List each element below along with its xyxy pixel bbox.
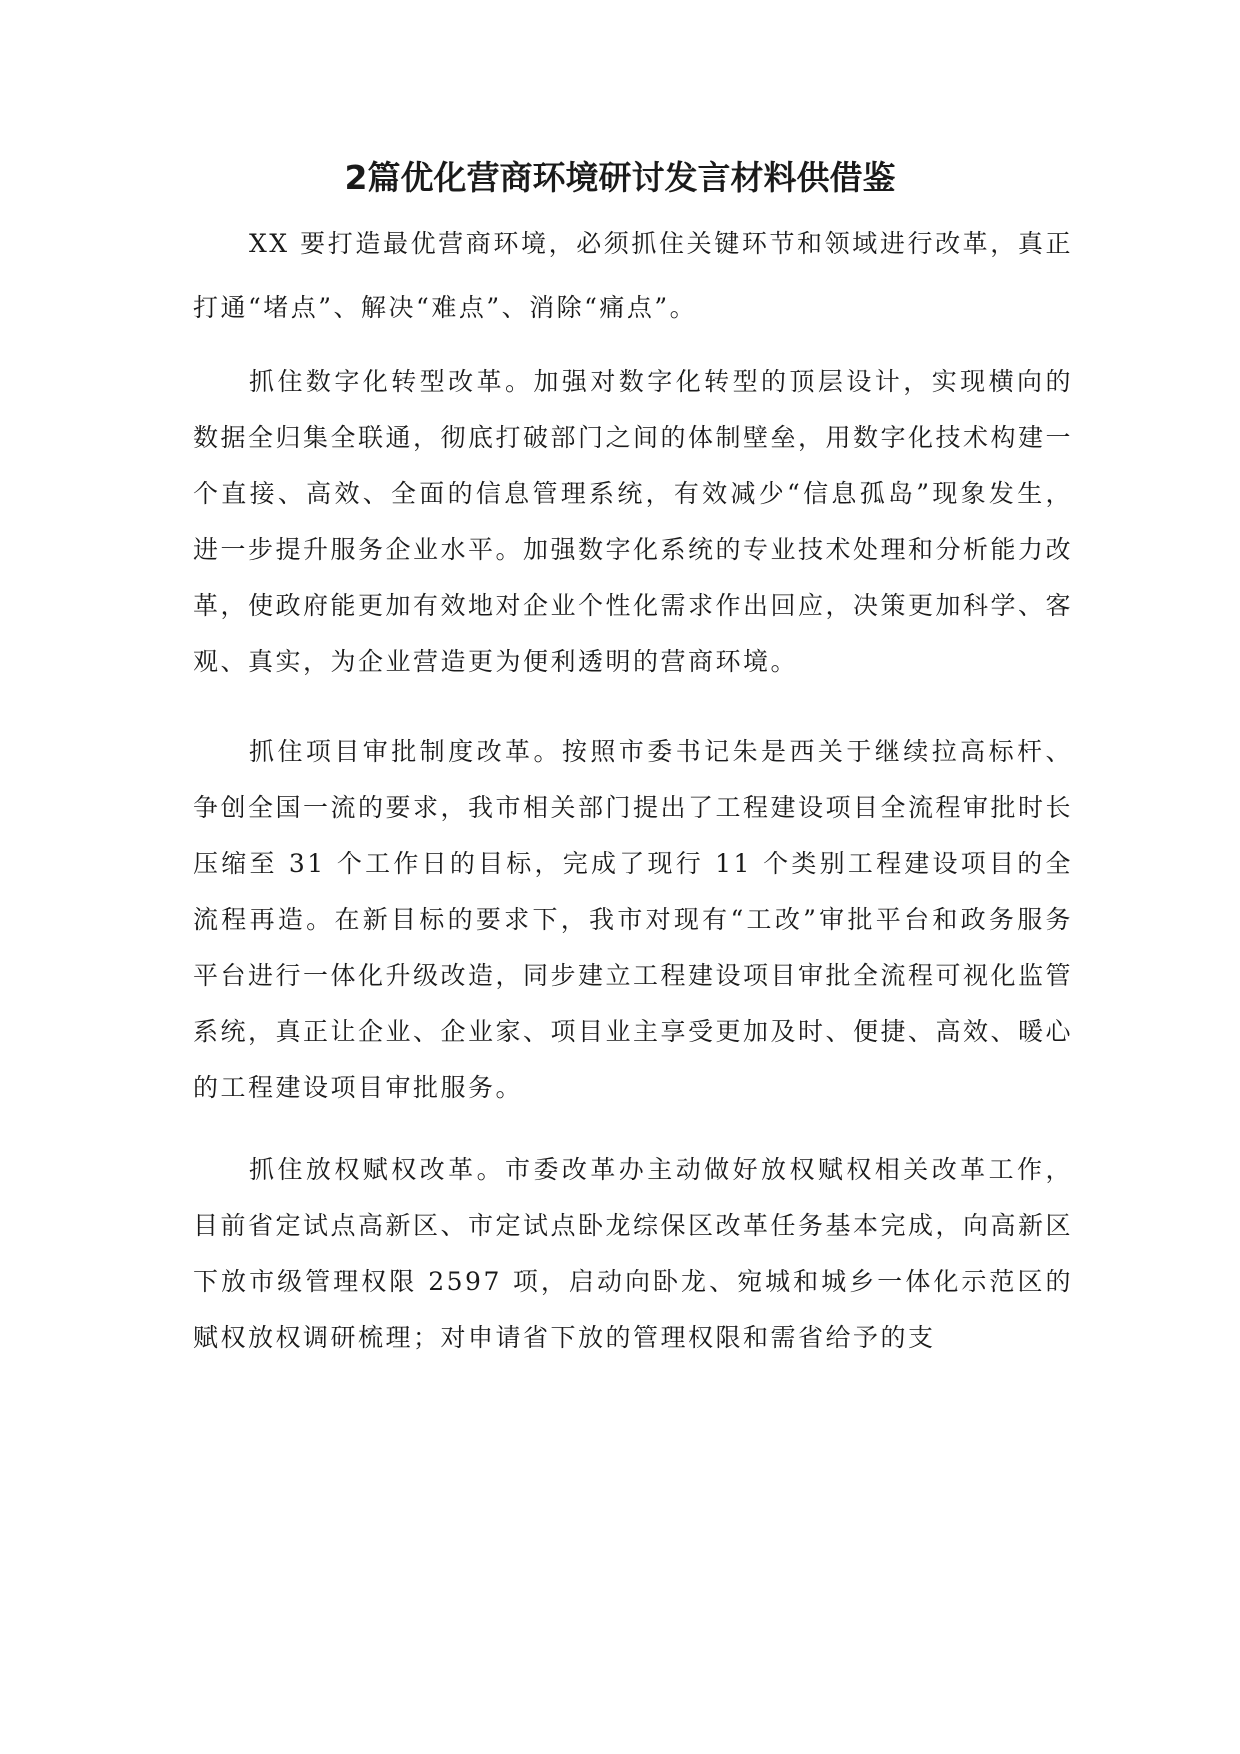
delegation-reform-paragraph: 抓住放权赋权改革。市委改革办主动做好放权赋权相关改革工作，目前省定试点高新区、市定试点卧龙综保区改革任务基本完成，向高新区下放市级管理权限 2597 项，启动向卧龙、宛城和城乡一体化示范区的赋权放权调研梳理；对申请省下放的管理权限和需省给予的支 bbox=[193, 1155, 1074, 1352]
digital-transformation-paragraph: 抓住数字化转型改革。加强对数字化转型的顶层设计，实现横向的数据全归集全联通，彻底打破部门之间的体制壁垒，用数字化技术构建一个直接、高效、全面的信息管理系统，有效减少“信息孤岛”现象发生，进一步提升服务企业水平。加强数字化系统的专业技术处理和分析能力改革，使政府能更加有效地对企业个性化需求作出回应，决策更加科学、客观、真实，为企业营造更为便利透明的营商环境。 bbox=[193, 367, 1074, 676]
document-title: 2篇优化营商环境研讨发言材料供借鉴 bbox=[344, 158, 896, 197]
project-approval-paragraph: 抓住项目审批制度改革。按照市委书记朱是西关于继续拉高标杆、争创全国一流的要求，我市相关部门提出了工程建设项目全流程审批时长压缩至 31 个工作日的目标，完成了现行 11 个类别工程建设项目的全流程再造。在新目标的要求下，我市对现有“工改”审批平台和政务服务平台进行一体化升级改造，同步建立工程建设项目审批全流程可视化监管系统，真正让企业、企业家、项目业主享受更加及时、便捷、高效、暖心的工程建设项目审批服务。 bbox=[193, 737, 1074, 1102]
intro-paragraph: XX 要打造最优营商环境，必须抓住关键环节和领域进行改革，真正打通“堵点”、解决“难点”、消除“痛点”。 bbox=[193, 229, 1073, 322]
